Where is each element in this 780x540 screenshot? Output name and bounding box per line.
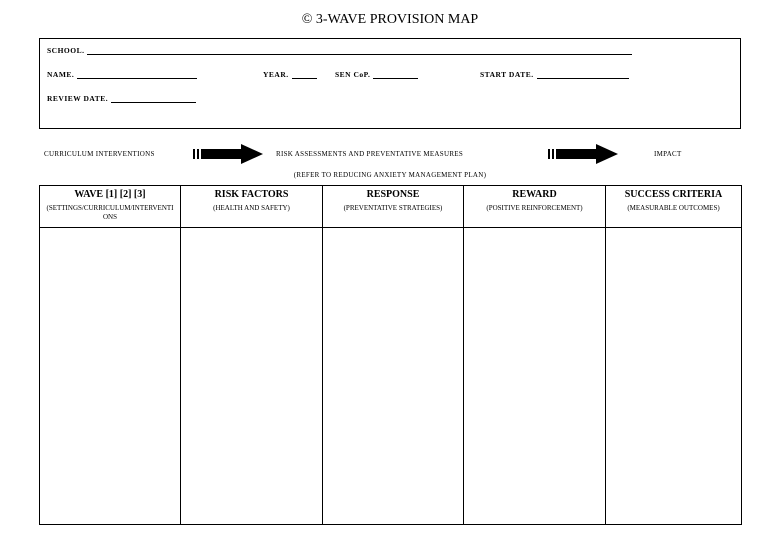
table-cell[interactable] xyxy=(464,228,606,525)
review-date-label: REVIEW DATE. xyxy=(47,94,109,103)
column-header-wave: WAVE [1] [2] [3] (SETTINGS/CURRICULUM/INTERVENTIONS xyxy=(40,186,181,228)
column-header-risk-factors: RISK FACTORS (HEALTH AND SAFETY) xyxy=(181,186,323,228)
start-date-label: START DATE. xyxy=(480,70,534,79)
year-label: YEAR. xyxy=(263,70,289,79)
flow-step-risk: RISK ASSESSMENTS AND PREVENTATIVE MEASURES xyxy=(276,150,464,158)
flow-step-impact: IMPACT xyxy=(654,150,682,158)
page-title: © 3-WAVE PROVISION MAP xyxy=(301,12,479,27)
start-date-field[interactable] xyxy=(480,70,629,79)
table-cell[interactable] xyxy=(323,228,464,525)
column-header-response: RESPONSE (PREVENTATIVE STRATEGIES) xyxy=(323,186,464,228)
arrow-right-icon xyxy=(193,144,263,164)
table-cell[interactable] xyxy=(181,228,323,525)
name-label: NAME. xyxy=(47,70,75,79)
sen-field[interactable] xyxy=(335,70,418,79)
provision-table xyxy=(39,185,742,525)
arrow-right-icon xyxy=(548,144,618,164)
year-field[interactable] xyxy=(263,70,317,79)
name-field[interactable] xyxy=(47,70,197,79)
table-cell[interactable] xyxy=(606,228,742,525)
flow-step-curriculum: CURRICULUM INTERVENTIONS xyxy=(44,150,155,158)
review-date-field[interactable] xyxy=(47,94,196,103)
table-header-row xyxy=(40,186,742,228)
column-header-success-criteria: SUCCESS CRITERIA (MEASURABLE OUTCOMES) xyxy=(606,186,742,228)
school-field[interactable] xyxy=(47,46,632,55)
sen-label: SEN CoP. xyxy=(335,70,371,79)
column-header-reward: REWARD (POSITIVE REINFORCEMENT) xyxy=(464,186,606,228)
table-cell[interactable] xyxy=(40,228,181,525)
flow-note: (REFER TO REDUCING ANXIETY MANAGEMENT PLAN) xyxy=(293,171,487,179)
school-label: SCHOOL. xyxy=(47,46,85,55)
table-row xyxy=(40,228,742,525)
